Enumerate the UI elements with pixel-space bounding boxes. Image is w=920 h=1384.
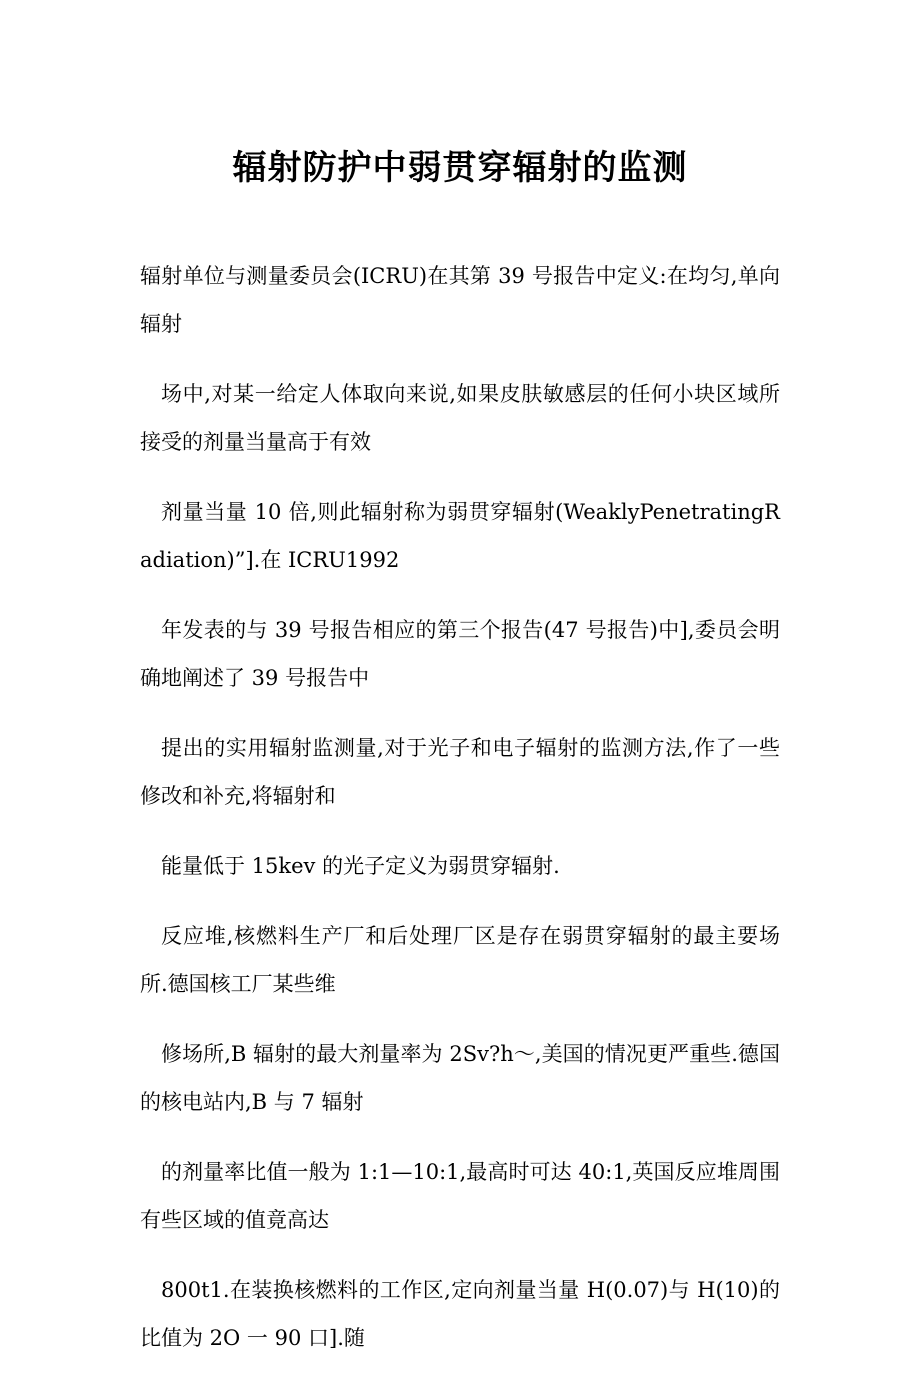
document-title: 辐射防护中弱贯穿辐射的监测 [232,148,688,188]
paragraph: 反应堆,核燃料生产厂和后处理厂区是存在弱贯穿辐射的最主要场所.德国核工厂某些维 [140,924,780,996]
paragraph: 800t1.在装换核燃料的工作区,定向剂量当量 H(0.07)与 H(10)的比值为 2O 一 90 口].随 [140,1278,780,1350]
paragraph: 的剂量率比值一般为 1:1—10:1,最高时可达 40:1,英国反应堆周围有些区域的值竟高达 [140,1160,780,1232]
paragraph: 能量低于 15kev 的光子定义为弱贯穿辐射. [161,854,560,878]
paragraph: 辐射单位与测量委员会(ICRU)在其第 39 号报告中定义:在均匀,单向辐射 [140,264,780,336]
paragraph: 修场所,B 辐射的最大剂量率为 2Sv?h～,美国的情况更严重些.德国的核电站内,B 与 7 辐射 [140,1042,780,1114]
paragraph: 场中,对某一给定人体取向来说,如果皮肤敏感层的任何小块区域所接受的剂量当量高于有效 [140,382,780,454]
paragraph: 年发表的与 39 号报告相应的第三个报告(47 号报告)中],委员会明确地阐述了 39 号报告中 [140,618,780,690]
paragraph: 剂量当量 10 倍,则此辐射称为弱贯穿辐射(WeaklyPenetratingRadiation)”].在 ICRU1992 [140,500,780,572]
paragraph: 提出的实用辐射监测量,对于光子和电子辐射的监测方法,作了一些修改和补充,将辐射和 [140,736,780,808]
document-body [140,252,780,1384]
